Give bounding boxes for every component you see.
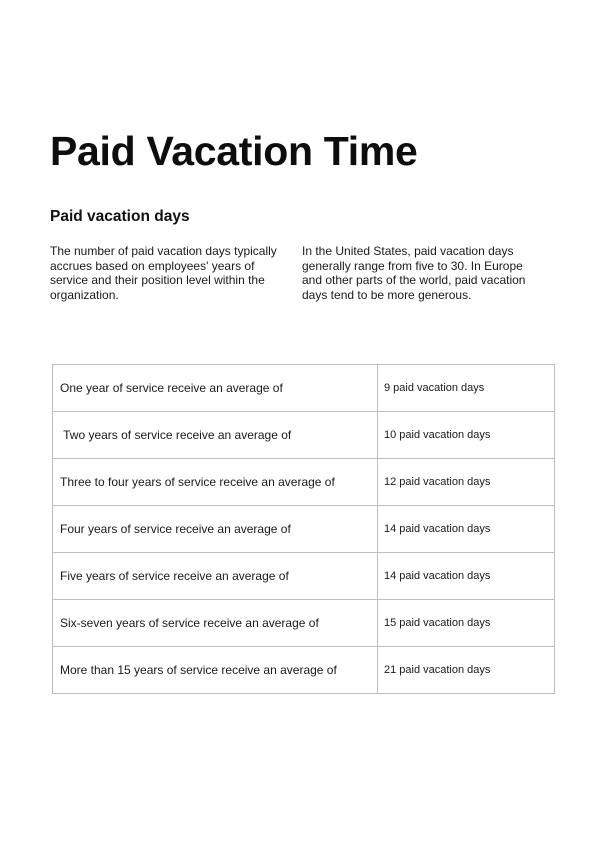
- table-row: [53, 459, 555, 506]
- service-cell: Six-seven years of service receive an average of: [53, 600, 378, 647]
- days-cell: 15 paid vacation days: [378, 600, 555, 647]
- service-cell: Two years of service receive an average of: [53, 412, 378, 459]
- vacation-days-table: [52, 364, 555, 694]
- days-cell: 12 paid vacation days: [378, 459, 555, 506]
- service-cell: One year of service receive an average of: [53, 365, 378, 412]
- days-cell: 10 paid vacation days: [378, 412, 555, 459]
- days-cell: 9 paid vacation days: [378, 365, 555, 412]
- service-cell: Five years of service receive an average of: [53, 553, 378, 600]
- table-row: [53, 412, 555, 459]
- intro-paragraph-left: The number of paid vacation days typically accrues based on employees' years of service and their position level within the organization.: [50, 244, 277, 302]
- service-cell: More than 15 years of service receive an average of: [53, 647, 378, 694]
- page-title: Paid Vacation Time: [50, 128, 418, 174]
- table-row: [53, 365, 555, 412]
- days-cell: 14 paid vacation days: [378, 553, 555, 600]
- service-cell: Four years of service receive an average of: [53, 506, 378, 553]
- service-cell: Three to four years of service receive an average of: [53, 459, 378, 506]
- intro-paragraph-right: In the United States, paid vacation days generally range from five to 30. In Europe and other parts of the world, paid vacation days tend to be more generous.: [302, 244, 526, 302]
- table-row: [53, 506, 555, 553]
- table-row: [53, 553, 555, 600]
- section-heading: Paid vacation days: [50, 208, 190, 225]
- days-cell: 21 paid vacation days: [378, 647, 555, 694]
- table-row: [53, 600, 555, 647]
- days-cell: 14 paid vacation days: [378, 506, 555, 553]
- table-row: [53, 647, 555, 694]
